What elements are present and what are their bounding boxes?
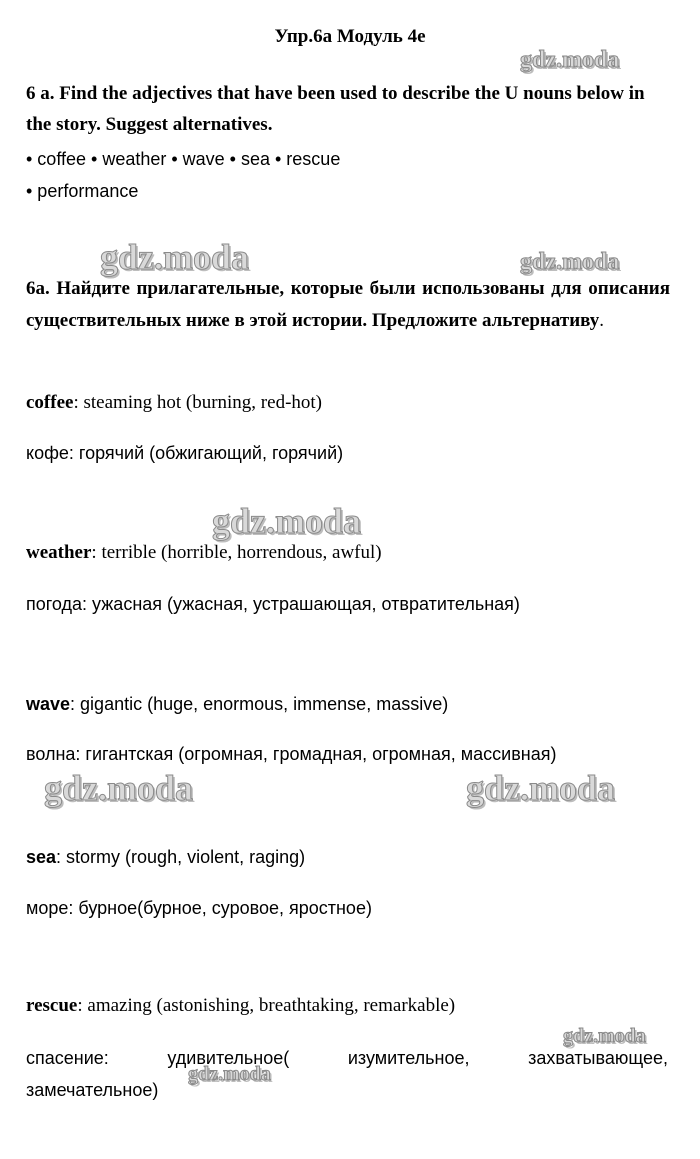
entry-weather-ru: погода: ужасная (ужасная, устрашающая, отвратительная) [26,594,520,614]
entry-adjectives: : amazing (astonishing, breathtaking, remarkable) [77,995,456,1016]
watermark: gdz.moda [520,249,620,275]
entry-sea-ru: море: бурное(бурное, суровое, яростное) [26,898,372,918]
entry-word: weather [26,542,92,563]
entry-rescue-ru-line2: замечательное) [26,1080,159,1100]
entry-wave-en [26,692,670,716]
watermark: gdz.moda [563,1025,646,1047]
page-title: Упр.6а Модуль 4е [274,26,426,47]
entry-word: wave [26,694,71,714]
watermark: gdz.moda [466,768,616,808]
watermark: gdz.moda [100,237,250,277]
task-russian-period: . [599,310,605,331]
task-english: 6 a. Find the adjectives that have been used to describe the U nouns below in the story. Suggest alternatives. [26,83,645,135]
watermark: gdz.moda [188,1063,271,1085]
entry-adjectives: : stormy (rough, violent, raging) [56,847,306,867]
watermark: gdz.moda [212,501,362,541]
entry-wave-ru: волна: гигантская (огромная, громадная, огромная, массивная) [26,744,557,764]
watermark: gdz.moda [520,47,620,73]
watermark: gdz.moda [44,768,194,808]
entry-weather-en [26,541,670,565]
entry-word: coffee [26,392,74,413]
entry-word: rescue [26,995,78,1016]
noun-list-line: • performance [26,181,139,201]
entry-adjectives: : gigantic (huge, enormous, immense, massive) [70,694,449,714]
entry-coffee-en [26,391,670,415]
noun-list-line: • coffee • weather • wave • sea • rescue [26,149,341,169]
entry-rescue-en [26,994,670,1018]
entry-sea-en [26,845,670,869]
noun-list [26,143,666,207]
entry-word: sea [26,847,57,867]
task-russian-text: 6a. Найдите прилагательные, которые были использованы для описания существительных ниже в этой истории. Предложите альтернативу [26,278,670,331]
entry-adjectives: : terrible (horrible, horrendous, awful) [91,542,382,563]
entry-adjectives: : steaming hot (burning, red-hot) [73,392,322,413]
entry-coffee-ru: кофе: горячий (обжигающий, горячий) [26,443,344,463]
entry-rescue-ru-line1: спасение: удивительное( изумительное, захватывающее, [26,1048,668,1068]
task-russian [26,273,670,337]
